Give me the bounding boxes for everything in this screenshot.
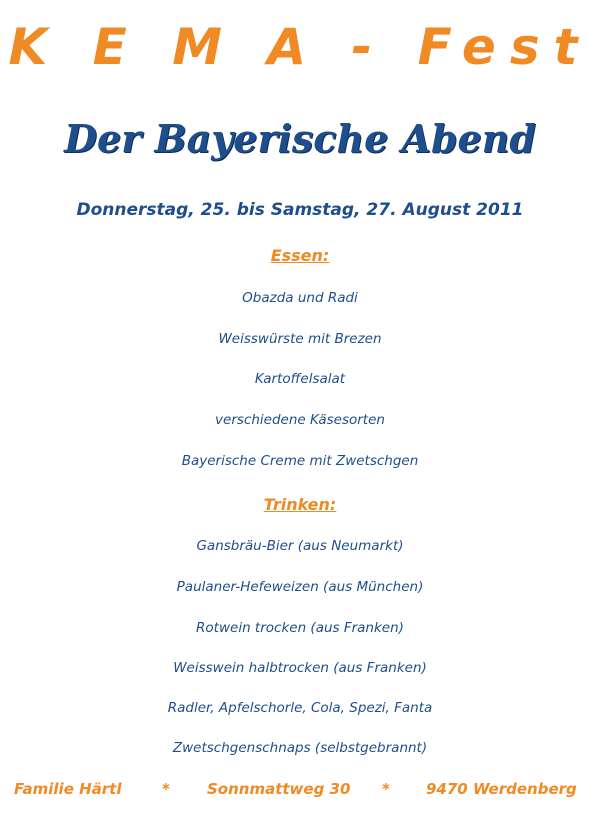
- footer-separator: *: [382, 780, 390, 798]
- trinken-item: Paulaner-Hefeweizen (aus München): [176, 579, 424, 595]
- essen-heading: Essen:: [270, 246, 330, 265]
- footer-separator: *: [162, 780, 170, 798]
- footer-street: Sonnmattweg 30: [207, 780, 351, 798]
- essen-item: verschiedene Käsesorten: [215, 412, 385, 428]
- footer-city: 9470 Werdenberg: [426, 780, 577, 798]
- essen-item: Bayerische Creme mit Zwetschgen: [181, 453, 419, 469]
- event-dates: Donnerstag, 25. bis Samstag, 27. August 2011: [76, 200, 524, 220]
- trinken-item: Gansbräu-Bier (aus Neumarkt): [196, 538, 404, 554]
- trinken-item: Zwetschgenschnaps (selbstgebrannt): [172, 740, 428, 756]
- essen-item: Weisswürste mit Brezen: [218, 331, 382, 347]
- event-title: K E M A - Fest: [8, 18, 592, 76]
- trinken-heading: Trinken:: [263, 495, 337, 514]
- footer-family-name: Familie Härtl: [14, 780, 122, 798]
- event-subtitle: Der Bayerische Abend: [64, 116, 536, 161]
- essen-item: Kartoffelsalat: [254, 371, 346, 387]
- trinken-item: Radler, Apfelschorle, Cola, Spezi, Fanta: [167, 700, 433, 716]
- trinken-item: Rotwein trocken (aus Franken): [196, 620, 404, 636]
- essen-item: Obazda und Radi: [242, 290, 358, 306]
- trinken-item: Weisswein halbtrocken (aus Franken): [173, 660, 427, 676]
